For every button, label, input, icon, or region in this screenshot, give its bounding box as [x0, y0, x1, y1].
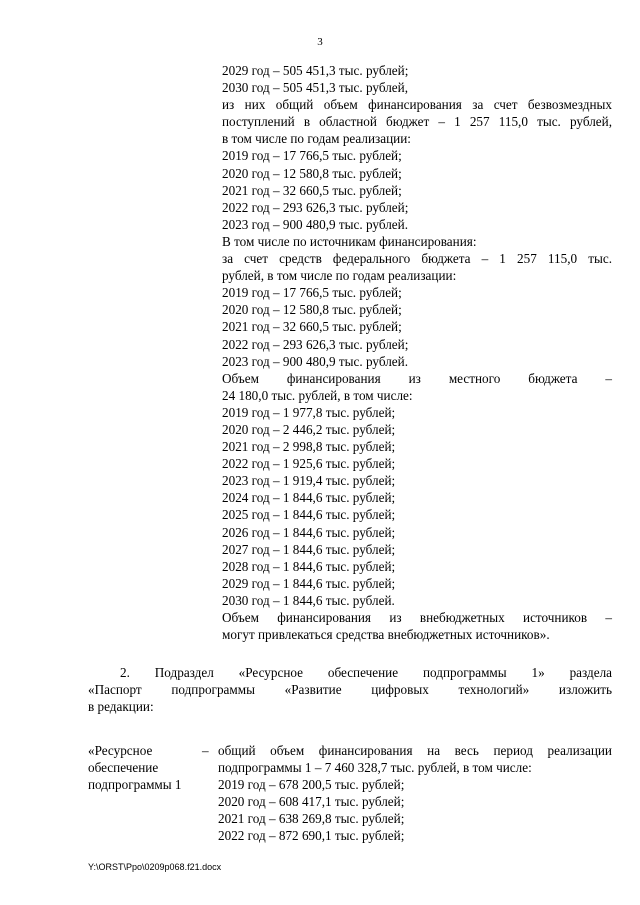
text-line: 2027 год – 1 844,6 тыс. рублей; [222, 541, 396, 557]
funding-text-block [222, 62, 612, 643]
text-line: 2021 год – 638 269,8 тыс. рублей; [218, 811, 405, 827]
table-dash: – [202, 743, 209, 758]
text-line: рублей, в том числе по годам реализации: [222, 268, 457, 284]
text-line: 2025 год – 1 844,6 тыс. рублей; [222, 507, 396, 523]
text-line: «Ресурсное [88, 743, 153, 758]
text-line: 2029 год – 1 844,6 тыс. рублей; [222, 575, 396, 591]
table-text-cell [218, 742, 612, 845]
text-line: поступлений в областной бюджет – 1 257 115,0 тыс. рублей, [222, 114, 612, 130]
text-line: 2030 год – 1 844,6 тыс. рублей. [222, 592, 395, 608]
paragraph-line: в редакции: [88, 699, 154, 715]
table-label-cell [88, 742, 198, 793]
text-line: подпрограммы 1 [88, 777, 182, 793]
text-line: 2029 год – 505 451,3 тыс. рублей; [222, 63, 409, 78]
text-line: 2024 год – 1 844,6 тыс. рублей; [222, 490, 396, 506]
paragraph-line: «Паспорт подпрограммы «Развитие цифровых технологий» изложить [88, 682, 612, 698]
text-line: за счет средств федерального бюджета – 1 257 115,0 тыс. [222, 251, 612, 267]
text-line: 2019 год – 678 200,5 тыс. рублей; [218, 777, 405, 793]
text-line: 2019 год – 17 766,5 тыс. рублей; [222, 148, 402, 164]
text-line: Объем финансирования из местного бюджета – [222, 370, 612, 386]
text-line: подпрограммы 1 – 7 460 328,7 тыс. рублей, в том числе: [218, 760, 532, 776]
text-line: 2022 год – 293 626,3 тыс. рублей; [222, 199, 409, 215]
text-line: в том числе по годам реализации: [222, 131, 411, 147]
file-path-footer: Y:\ORST\Ppo\0209p068.f21.docx [88, 862, 222, 872]
text-line: обеспечение [88, 760, 159, 776]
text-line: 24 180,0 тыс. рублей, в том числе: [222, 387, 413, 403]
text-line: 2022 год – 293 626,3 тыс. рублей; [222, 336, 409, 352]
text-line: 2028 год – 1 844,6 тыс. рублей; [222, 558, 396, 574]
text-line: 2019 год – 17 766,5 тыс. рублей; [222, 285, 402, 301]
text-line: 2023 год – 900 480,9 тыс. рублей. [222, 353, 408, 369]
text-line: 2026 год – 1 844,6 тыс. рублей; [222, 524, 396, 540]
text-line: 2021 год – 32 660,5 тыс. рублей; [222, 319, 402, 335]
text-line: из них общий объем финансирования за счет безвозмездных [222, 97, 612, 113]
text-line: 2023 год – 900 480,9 тыс. рублей. [222, 216, 408, 232]
text-line: 2030 год – 505 451,3 тыс. рублей, [222, 80, 408, 96]
text-line: 2020 год – 12 580,8 тыс. рублей; [222, 165, 402, 181]
text-line: 2021 год – 32 660,5 тыс. рублей; [222, 182, 402, 198]
text-line: 2020 год – 12 580,8 тыс. рублей; [222, 302, 402, 318]
text-line: могут привлекаться средства внебюджетных источников». [222, 627, 550, 643]
text-line: В том числе по источникам финансирования: [222, 233, 477, 249]
text-line: 2022 год – 1 925,6 тыс. рублей; [222, 456, 396, 472]
text-line: 2019 год – 1 977,8 тыс. рублей; [222, 404, 396, 420]
text-line: общий объем финансирования на весь период реализации [218, 743, 612, 758]
paragraph-line: 2. Подраздел «Ресурсное обеспечение подпрограммы 1» раздела [120, 665, 612, 680]
text-line: 2023 год – 1 919,4 тыс. рублей; [222, 473, 396, 489]
text-line: Объем финансирования из внебюджетных источников – [222, 610, 612, 625]
text-line: 2020 год – 2 446,2 тыс. рублей; [222, 421, 396, 437]
page-number: 3 [317, 36, 323, 48]
section-2-paragraph [88, 664, 612, 715]
text-line: 2022 год – 872 690,1 тыс. рублей; [218, 828, 405, 844]
text-line: 2020 год – 608 417,1 тыс. рублей; [218, 794, 405, 810]
text-line: 2021 год – 2 998,8 тыс. рублей; [222, 439, 396, 455]
